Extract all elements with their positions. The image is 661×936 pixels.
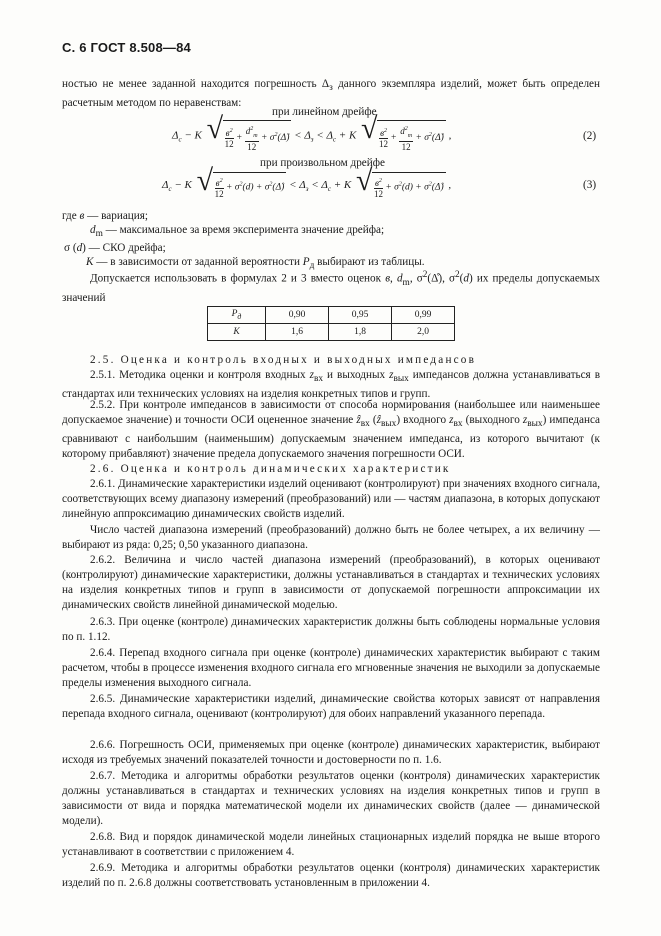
- paragraph-2-5-1: 2.5.1. Методика оценки и контроля входных $z_{вх}$ и выходных $z_{вых}$ импедансов должна устанавливаться в стандартах или технических условиях на изделия конкретных типов и групп.: [62, 369, 600, 401]
- formula-2: $\Delta_с - K$ √ $\frac{в^2}{12}$ + $\frac{d^2_m}{12}$ + $\sigma^2(\Deltå) < \Delta_з < \Delta_с + K$ √ $\frac{в^2}{12}$ + $\frac{d^2_m}{12}$ + $\sigma^2(\Deltå)$ ,: [172, 112, 452, 152]
- table-cell: 1,8: [329, 324, 392, 341]
- table-cell: 0,90: [266, 307, 329, 324]
- formula-3-number: (3): [583, 179, 597, 191]
- table-row: [208, 324, 455, 341]
- table-cell: K: [208, 324, 266, 341]
- paragraph-2-6-5: 2.6.5. Динамические характеристики изделий, динамические свойства которых зависят от направления перепада входного сигнала, оценивают (контролируют) для обоих направлений указанного перепада.: [62, 693, 600, 720]
- section-2-5-title: 2.5. Оценка и контроль входных и выходных импедансов: [90, 354, 477, 366]
- table-row: [208, 307, 455, 324]
- paragraph-2-6-7: 2.6.7. Методика и алгоритмы обработки результатов оценки (контроля) динамических характеристик должны устанавливаться в стандартах и технических условиях на изделия конкретных типов и групп в зависимости от вида и порядка математической модели их динамических свойств (далее — динамической модели).: [62, 770, 600, 827]
- paragraph-2-6-1: 2.6.1. Динамические характеристики изделий оценивают (контролируют) при значениях входного сигнала, соответствующих всему диапазону измерений (преобразований) или — частям диапазона, в которых допускают линейную аппроксимацию динамических свойств изделий.: [62, 478, 600, 520]
- definition-item: $d_m$ — максимальное за время эксперимента значение дрейфа;: [90, 224, 385, 240]
- section-2-6-title: 2.6. Оценка и контроль динамических характеристик: [90, 463, 451, 475]
- permitted-paragraph: Допускается использовать в формулах 2 и 3 вместо оценок в, $d_m$, $\sigma^2(\Deltå)$, $\sigma^2(d)$ их пределы допускаемых значений: [62, 270, 600, 304]
- table-cell: 1,6: [266, 324, 329, 341]
- page-header: С. 6 ГОСТ 8.508—84: [62, 40, 191, 55]
- linear-drift-label: при линейном дрейфе: [272, 106, 377, 118]
- table-cell: 0,99: [392, 307, 455, 324]
- definition-item: K — в зависимости от заданной вероятности $Р_д$ выбирают из таблицы.: [86, 256, 425, 272]
- definition-item: σ (d) — СКО дрейфа;: [64, 242, 166, 255]
- paragraph-2-6-4: 2.6.4. Перепад входного сигнала при оценке (контроле) динамических характеристик выбирают с таким расчетом, чтобы в процессе изменения входного сигнала его мгновенные значения не выходили за допускаемые пределы изменения выходного сигнала.: [62, 647, 600, 689]
- definitions-list: [62, 209, 425, 273]
- paragraph-2-6-1b: Число частей диапазона измерений (преобразований) должно быть не более четырех, а их величину — выбирают из ряда: 0,25; 0,50 указанного диапазона.: [62, 524, 600, 551]
- paragraph-2-6-9: 2.6.9. Методика и алгоритмы обработки результатов оценки (контроля) динамических характеристик изделий по п. 2.6.8 должны соответствовать установленным в приложении 4.: [62, 862, 600, 889]
- table-cell: 0,95: [329, 307, 392, 324]
- probability-table: [207, 306, 455, 341]
- paragraph-2-6-3: 2.6.3. При оценке (контроле) динамических характеристик должны быть соблюдены нормальные условия по п. 1.12.: [62, 616, 600, 643]
- paragraph-2-6-6: 2.6.6. Погрешность ОСИ, применяемых при оценке (контроле) динамических характеристик, выбирают исходя из требуемых значений показателей точности и достоверности по п. 1.6.: [62, 739, 600, 766]
- paragraph-2-5-2: 2.5.2. При контроле импедансов в зависимости от способа нормирования (наибольшее или наименьшее допускаемое значение) и точности ОСИ оцененное значение ẑ$_{вх}$ (ẑ$_{вых}$) входного $z_{вх}$ (выходного $z_{вых}$) импеданса сравнивают с наибольшим (наименьшим) допускаемым значением импеданса, из которого вычитают (к которому прибавляют) значение предела допускаемого значения погрешности ОСИ.: [62, 399, 601, 461]
- paragraph-2-6-2: 2.6.2. Величина и число частей диапазона измерений (преобразований), в которых оценивают (контролируют) динамические характеристики, должны устанавливаться в стандартах и технических условиях на изделия конкретных типов и групп в зависимости от допускаемой погрешности аппроксимации их динамических свойств линейной динамической моделью.: [62, 554, 600, 611]
- paragraph-2-6-8: 2.6.8. Вид и порядок динамической модели линейных стационарных изделий порядка не выше второго устанавливают в соответствии с приложением 4.: [62, 831, 600, 858]
- table-cell: 2,0: [392, 324, 455, 341]
- definition-item: где в — вариация;: [62, 210, 149, 222]
- arbitrary-drift-label: при произвольном дрейфе: [260, 157, 385, 169]
- formula-3: $\Delta_с - K$ √ $\frac{в^2}{12}$ + $\sigma^2(d)$ + $\sigma^2(\Deltå) < \Delta_з < \Delta_с + K$ √ $\frac{в^2}{12}$ + $\sigma^2(d)$ + $\sigma^2(\Deltå)$ ,: [162, 164, 452, 199]
- formula-2-number: (2): [583, 130, 597, 142]
- intro-paragraph: ностью не менее заданной находится погрешность $\Delta_з$ данного экземпляра изделий, может быть определен расчетным методом по неравенствам:: [62, 78, 601, 110]
- table-cell: $Р_д$: [208, 307, 266, 324]
